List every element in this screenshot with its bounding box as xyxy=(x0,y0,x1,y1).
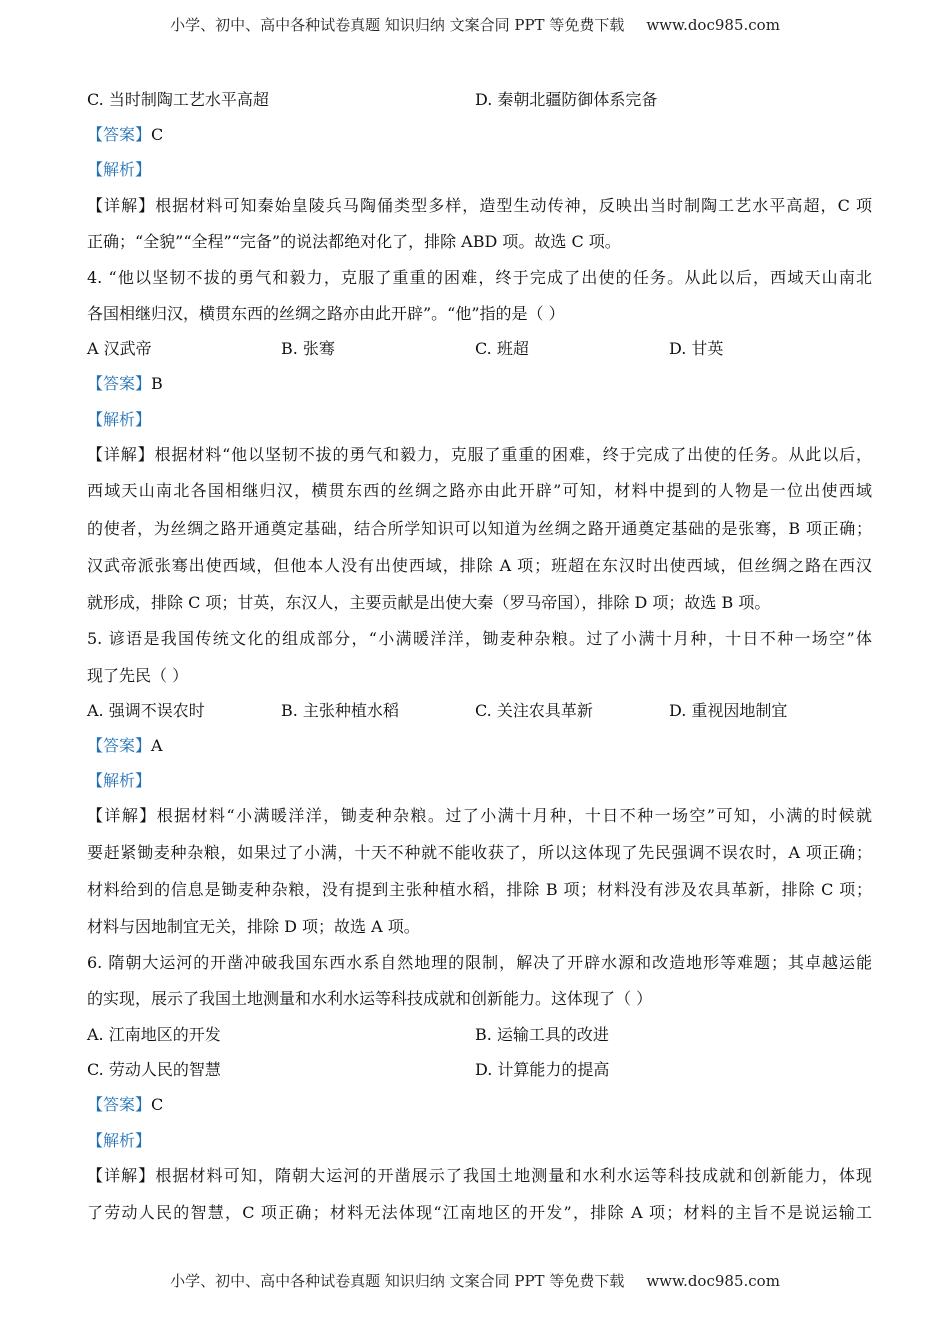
answer-value: C xyxy=(151,1095,164,1114)
answer-value: C xyxy=(151,125,164,144)
q3-answer xyxy=(87,125,872,145)
q4-detail-line: 西域天山南北各国相继归汉，横贯东西的丝绸之路亦由此开辟”可知，材料中提到的人物是一位出使西域 xyxy=(87,481,872,500)
q4-detail-line: 就形成，排除 C 项；甘英，东汉人，主要贡献是出使大秦（罗马帝国），排除 D 项；故选 B 项。 xyxy=(87,593,771,612)
answer-tag: 【答案】 xyxy=(87,125,152,144)
answer-tag: 【答案】 xyxy=(87,374,152,393)
q6-option-d: D. 计算能力的提高 xyxy=(475,1060,610,1079)
detail-text: 根据材料可知，隋朝大运河的开凿展示了我国土地测量和水利水运等科技成就和创新能力，体现 xyxy=(155,1166,872,1185)
answer-value: B xyxy=(151,374,163,393)
answer-value: A xyxy=(151,736,163,755)
q4-stem-line: 各国相继归汉，横贯东西的丝绸之路亦由此开辟”。“他”指的是（ ） xyxy=(87,304,565,323)
detail-tag: 【详解】 xyxy=(87,806,157,825)
q5-option-a: A. 强调不误农时 xyxy=(87,701,205,720)
q6-answer xyxy=(87,1095,872,1115)
q6-stem-line: 6. 隋朝大运河的开凿冲破我国东西水系自然地理的限制，解决了开辟水源和改造地形等难题；其卓越运能 xyxy=(87,953,872,972)
header-url[interactable]: www.doc985.com xyxy=(646,16,780,34)
q5-stem-line: 现了先民（ ） xyxy=(87,666,189,685)
q5-option-d: D. 重视因地制宜 xyxy=(669,701,788,720)
q3-detail-line: 正确；“全貌”“全程”“完备”的说法都绝对化了，排除 ABD 项。故选 C 项。 xyxy=(87,232,621,251)
detail-text: 根据材料“小满暖洋洋，锄麦种杂粮。过了小满十月种，十日不种一场空”可知，小满的时候就 xyxy=(156,806,872,825)
detail-text: 根据材料“他以坚韧不拔的勇气和毅力，克服了重重的困难，终于完成了出使的任务。从此以后， xyxy=(154,445,872,464)
header-text: 小学、初中、高中各种试卷真题 知识归纳 文案合同 PPT 等免费下载 xyxy=(170,16,625,34)
page-header xyxy=(0,14,950,35)
q3-option-d: D. 秦朝北疆防御体系完备 xyxy=(475,90,658,109)
q6-option-a: A. 江南地区的开发 xyxy=(87,1025,221,1044)
q4-stem-line: 4. “他以坚韧不拔的勇气和毅力，克服了重重的困难，终于完成了出使的任务。从此以后，西域天山南北 xyxy=(87,268,872,287)
q4-detail-line xyxy=(87,445,872,465)
q3-analysis-tag: 【解析】 xyxy=(87,160,152,179)
q5-detail-line: 材料给到的信息是锄麦种杂粮，没有提到主张种植水稻，排除 B 项；材料没有涉及农具革新，排除 C 项； xyxy=(87,880,872,899)
q3-option-c: C. 当时制陶工艺水平高超 xyxy=(87,90,269,109)
q4-answer xyxy=(87,374,872,394)
q6-detail-line: 了劳动人民的智慧，C 项正确；材料无法体现“江南地区的开发”，排除 A 项；材料的主旨不是说运输工 xyxy=(87,1203,872,1222)
page-footer xyxy=(0,1270,950,1291)
footer-url[interactable]: www.doc985.com xyxy=(646,1272,780,1290)
q4-detail-line: 汉武帝派张骞出使西域，但他本人没有出使西域，排除 A 项；班超在东汉时出使西域，但丝绸之路在西汉 xyxy=(87,556,872,575)
q4-analysis-tag: 【解析】 xyxy=(87,410,152,429)
detail-tag: 【详解】 xyxy=(87,196,156,215)
q6-analysis-tag: 【解析】 xyxy=(87,1131,152,1150)
q6-option-b: B. 运输工具的改进 xyxy=(475,1025,609,1044)
q5-detail-line: 材料与因地制宜无关，排除 D 项；故选 A 项。 xyxy=(87,917,420,936)
q6-option-c: C. 劳动人民的智慧 xyxy=(87,1060,221,1079)
detail-tag: 【详解】 xyxy=(87,1166,156,1185)
q6-stem-line: 的实现，展示了我国土地测量和水利水运等科技成就和创新能力。这体现了（ ） xyxy=(87,989,653,1008)
q5-detail-line: 要赶紧锄麦种杂粮，如果过了小满，十天不种就不能收获了，所以这体现了先民强调不误农时，A 项正确； xyxy=(87,843,872,862)
q5-answer xyxy=(87,736,872,756)
q4-option-d: D. 甘英 xyxy=(669,339,724,358)
q3-detail-line xyxy=(87,196,872,216)
q4-option-a: A 汉武帝 xyxy=(87,339,152,358)
q4-detail-line: 的使者，为丝绸之路开通奠定基础，结合所学知识可以知道为丝绸之路开通奠定基础的是张骞，B 项正确； xyxy=(87,519,872,538)
answer-tag: 【答案】 xyxy=(87,1095,152,1114)
footer-text: 小学、初中、高中各种试卷真题 知识归纳 文案合同 PPT 等免费下载 xyxy=(170,1272,625,1290)
q6-detail-line xyxy=(87,1166,872,1186)
answer-tag: 【答案】 xyxy=(87,736,152,755)
detail-text: 根据材料可知秦始皇陵兵马陶俑类型多样，造型生动传神，反映出当时制陶工艺水平高超，C 项 xyxy=(155,196,872,215)
q5-analysis-tag: 【解析】 xyxy=(87,771,152,790)
detail-tag: 【详解】 xyxy=(87,445,155,464)
q5-stem-line: 5. 谚语是我国传统文化的组成部分，“小满暖洋洋，锄麦种杂粮。过了小满十月种，十日不种一场空”体 xyxy=(87,629,872,648)
q5-option-b: B. 主张种植水稻 xyxy=(281,701,399,720)
q5-option-c: C. 关注农具革新 xyxy=(475,701,593,720)
q5-detail-line xyxy=(87,806,872,826)
q4-option-b: B. 张骞 xyxy=(281,339,335,358)
q4-option-c: C. 班超 xyxy=(475,339,529,358)
